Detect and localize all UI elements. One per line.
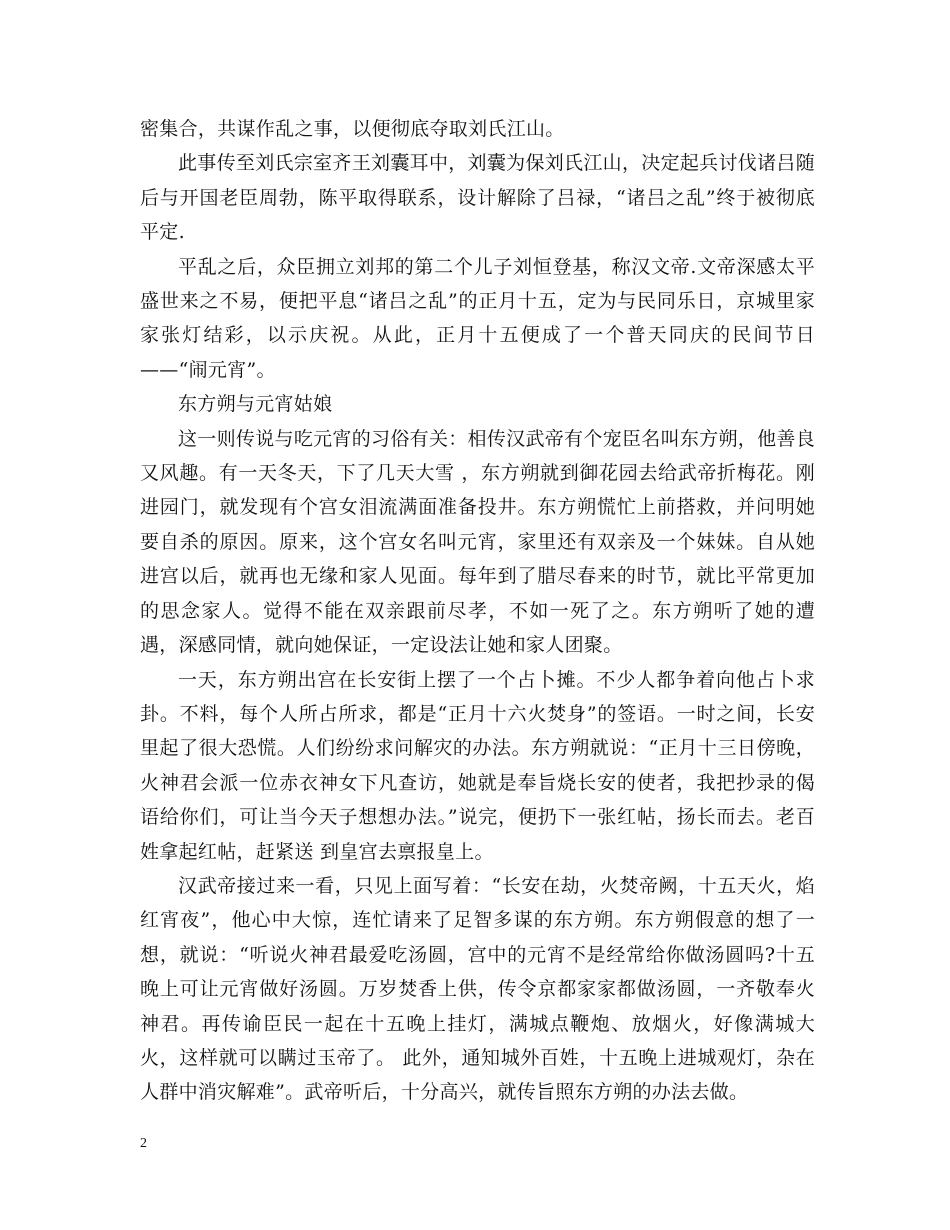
paragraph-3: 平乱之后，众臣拥立刘邦的第二个儿子刘恒登基，称汉文帝.文帝深感太平盛世来之不易，便把平息“诸吕之乱”的正月十五，定为与民同乐日，京城里家家张灯结彩，以示庆祝。从此，正月十五便成了一个普天同庆的民间节日——“闹元宵”。	[140, 255, 815, 381]
document-body	[140, 112, 815, 1110]
paragraph-2: 此事传至刘氏宗室齐王刘囊耳中，刘囊为保刘氏江山，决定起兵讨伐诸吕随后与开国老臣周勃，陈平取得联系，设计解除了吕禄，“诸吕之乱”终于被彻底平定.	[140, 152, 815, 244]
paragraph-1: 密集合，共谋作乱之事，以便彻底夺取刘氏江山。	[140, 118, 565, 140]
paragraph-4: 这一则传说与吃元宵的习俗有关：相传汉武帝有个宠臣名叫东方朔，他善良又风趣。有一天冬天，下了几天大雪 ，东方朔就到御花园去给武帝折梅花。刚进园门，就发现有个宫女泪流满面准备投井。东方朔慌忙上前搭救，并问明她要自杀的原因。原来，这个宫女名叫元宵，家里还有双亲及一个妹妹。自从她进宫以后，就再也无缘和家人见面。每年到了腊尽春来的时节，就比平常更加的思念家人。觉得不能在双亲跟前尽孝，不如一死了之。东方朔听了她的遭遇，深感同情，就向她保证，一定设法让她和家人团聚。	[140, 427, 815, 657]
section-heading: 东方朔与元宵姑娘	[178, 393, 333, 416]
page-number: 2	[140, 1136, 147, 1151]
paragraph-5: 一天，东方朔出宫在长安街上摆了一个占卜摊。不少人都争着向他占卜求卦。不料，每个人所占所求，都是“正月十六火焚身”的签语。一时之间，长安里起了很大恐慌。人们纷纷求问解灾的办法。东方朔就说：“正月十三日傍晚，火神君会派一位赤衣神女下凡查访，她就是奉旨烧长安的使者，我把抄录的偈语给你们，可让当今天子想想办法。”说完，便扔下一张红帖，扬长而去。老百姓拿起红帖，赶紧送 到皇宫去禀报皇上。	[140, 668, 815, 863]
paragraph-6: 汉武帝接过来一看，只见上面写着：“长安在劫，火焚帝阙，十五天火，焰红宵夜”，他心中大惊，连忙请来了足智多谋的东方朔。东方朔假意的想了一想，就说：“听说火神君最爱吃汤圆，宫中的元宵不是经常给你做汤圆吗?十五晚上可让元宵做好汤圆。万岁焚香上供，传令京都家家都做汤圆，一齐敬奉火神君。再传谕臣民一起在十五晚上挂灯，满城点鞭炮、放烟火，好像满城大火，这样就可以瞒过玉帝了。 此外，通知城外百姓，十五晚上进城观灯，杂在人群中消灾解难”。武帝听后，十分高兴，就传旨照东方朔的办法去做。	[140, 874, 815, 1104]
